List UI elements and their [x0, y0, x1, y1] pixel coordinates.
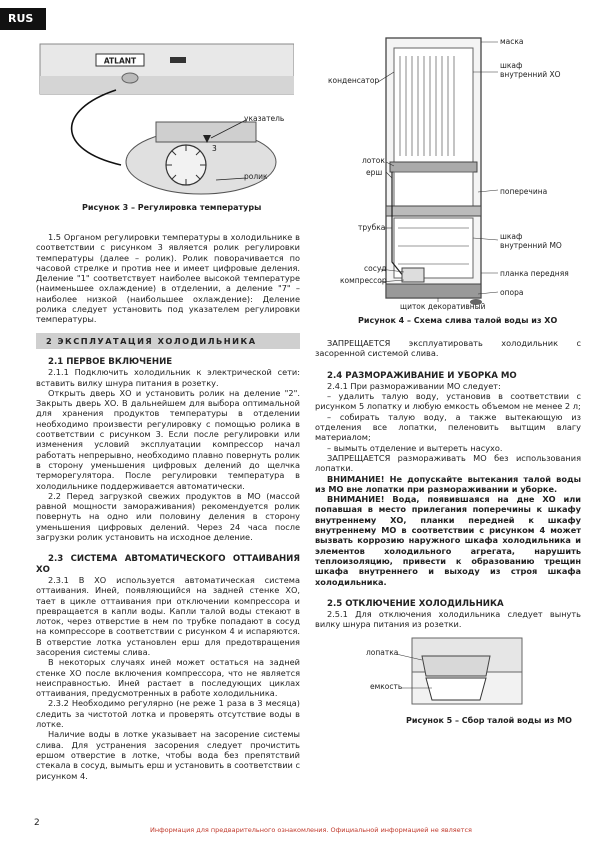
- figure-3: [36, 40, 294, 200]
- label-crossbar: поперечина: [500, 187, 548, 196]
- paragraph-2-3-2: 2.3.2 Необходимо регулярно (не реже 1 раза в 3 месяца) следить за чистотой лотка и проверять отсутствие воды в лотке.: [36, 698, 300, 730]
- label-support: опора: [500, 288, 524, 297]
- heading-2-3: 2.3 СИСТЕМА АВТОМАТИЧЕСКОГО ОТТАИВАНИЯ ХО: [36, 554, 300, 575]
- section-2-heading: 2 ЭКСПЛУАТАЦИЯ ХОЛОДИЛЬНИКА: [36, 333, 300, 349]
- paragraph-2-4-1: 2.4.1 При размораживании МО следует:: [327, 380, 501, 391]
- page-number: 2: [34, 818, 40, 828]
- figure-4: [328, 32, 586, 312]
- paragraph-2-3-1: 2.3.1 В ХО используется автоматическая система оттаивания. Иней, появляющийся на задней стенке ХО, тает в цикле оттаивания при отключении компрессора и превращается в капли воды. Капли талой воды стекают в лоток, через отверстие в нем по трубке попадают в сосуд на компрессоре в соответствии с рисунком 4 и испаряются. В отверстие лотка установлен ерш для предотвращения засорения системы слива.: [36, 574, 300, 657]
- label-cabinet-mo-2: внутренний МО: [500, 241, 562, 250]
- paragraph-2-5-1: 2.5.1 Для отключения холодильника следует вынуть вилку шнура питания из розетки.: [315, 609, 581, 630]
- label-cabinet-xo-2: внутренний ХО: [500, 70, 561, 79]
- label-roller: ролик: [244, 172, 268, 181]
- label-deco-panel: щиток декоративный: [400, 302, 486, 311]
- list-item-1: – удалить талую воду, установив в соответствии с рисунком 5 лопатку и любую емкость объемом не менее 2 л;: [315, 391, 581, 412]
- label-tray: лоток: [362, 156, 385, 165]
- list-item-3: – вымыть отделение и вытереть насухо.: [327, 442, 503, 453]
- label-compressor: компрессор: [340, 276, 387, 285]
- left-column: [36, 232, 300, 781]
- heading-2-1: 2.1 ПЕРВОЕ ВКЛЮЧЕНИЕ: [48, 356, 173, 367]
- paragraph-2-2: 2.2 Перед загрузкой свежих продуктов в МО (массой равной мощности замораживания) рекомендуется ролик повернуть на одно или половину деления в сторону уменьшения цифровых делений. Через 24 часа после загрузки ролик установить на исходное деление.: [36, 490, 300, 543]
- label-mask: маска: [500, 37, 524, 46]
- heading-2-5: 2.5 ОТКЛЮЧЕНИЕ ХОЛОДИЛЬНИКА: [327, 598, 504, 609]
- warning-1: ВНИМАНИЕ! Не допускайте вытекания талой воды из МО вне лопатки при размораживании и уборке.: [315, 473, 581, 494]
- label-tube: трубка: [358, 223, 386, 232]
- paragraph-2-3-2b: Наличие воды в лотке указывает на засорение системы слива. Для устранения засорения следует прочистить ершом отверстие в лотке, чтобы вода без препятствий стекала в сосуд, вымыть ерш и установить в соответствии с рисунком 4.: [36, 729, 300, 781]
- paragraph-forbid-1: ЗАПРЕЩАЕТСЯ эксплуатировать холодильник с засоренной системой слива.: [315, 338, 581, 359]
- label-front-plate: планка передняя: [500, 269, 569, 278]
- label-spatula: лопатка: [366, 648, 399, 657]
- figure-5: [366, 636, 526, 710]
- label-cabinet-mo: шкаф: [500, 232, 523, 241]
- label-condenser: конденсатор: [328, 76, 380, 85]
- warning-2: ВНИМАНИЕ! Вода, появившаяся на дне ХО или попавшая в место прилегания поперечины к шкафу внутреннему ХО, планки передней к шкафу внутреннему МО в соответствии с рисунком 4 может вызвать коррозию наружного шкафа холодильника и элементов холодильного агрегата, нарушить теплоизоляцию, привести к образованию трещин шкафа внутреннего и выходу из строя шкафа холодильника.: [315, 494, 581, 587]
- brand-logo: ATLANT: [103, 56, 137, 66]
- label-vessel: сосуд: [364, 264, 387, 273]
- heading-2-4: 2.4 РАЗМОРАЖИВАНИЕ И УБОРКА МО: [327, 370, 517, 381]
- paragraph-2-3-1b: В некоторых случаях иней может остаться на задней стенке ХО после включения компрессора, что не является неисправностью. Иней растает в последующих циклах оттаивания, предусмотренных в работе холодильника.: [36, 657, 300, 699]
- figure-5-caption: Рисунок 5 – Сбор талой воды из МО: [406, 716, 572, 725]
- paragraph-2-1-1b: Открыть дверь ХО и установить ролик на деление "2". Закрыть дверь ХО. В дальнейшем для выбора оптимальной для хранения продуктов температуры в отделении необходимо произвести регулировку с помощью ролика в соответствии с рисунком 3. Если после регулировки или изменения условий эксплуатации компрессор начал работать непрерывно, необходимо плавно повернуть ролик в сторону уменьшения цифровых делений до щелчка терморегулятора. После регулировки температура в холодильнике поддерживается автоматически.: [36, 387, 300, 491]
- roller-digit: 3: [212, 144, 217, 153]
- label-brush: ерш: [366, 168, 383, 177]
- label-container: емкость: [370, 682, 403, 691]
- label-cabinet-xo: шкаф: [500, 61, 523, 70]
- paragraph-forbid-2: ЗАПРЕЩАЕТСЯ размораживать МО без использования лопатки.: [315, 452, 581, 474]
- language-tab: RUS: [0, 8, 46, 30]
- figure-3-caption: Рисунок 3 – Регулировка температуры: [82, 203, 262, 212]
- paragraph-1-5: 1.5 Органом регулировки температуры в холодильнике в соответствии с рисунком 3 является ролик регулировки температуры (далее – ролик). Ролик поворачивается по часовой стрелке и против нее и имеет цифровые деления. Деление "1" соответствует наиболее высокой температуре (наименьшее охлаждение) в отделении, а деление "7" – наиболее низкой (наибольшее охлаждение): Деление ролика следует установить под указателем регулировки температуры.: [36, 232, 300, 325]
- figure-4-caption: Рисунок 4 – Схема слива талой воды из ХО: [358, 316, 558, 325]
- footer-note: Информация для предварительного ознакомления. Официальной информацией не является: [150, 826, 472, 834]
- label-pointer: указатель: [244, 114, 285, 123]
- list-item-2: – собирать талую воду, а также вытекающую из отделения все лопатки, пеленовить вытщим влагу материалом;: [315, 411, 581, 443]
- right-column: [315, 338, 581, 630]
- paragraph-2-1-1: 2.1.1 Подключить холодильник к электрической сети: вставить вилку шнура питания в розетку.: [36, 367, 300, 388]
